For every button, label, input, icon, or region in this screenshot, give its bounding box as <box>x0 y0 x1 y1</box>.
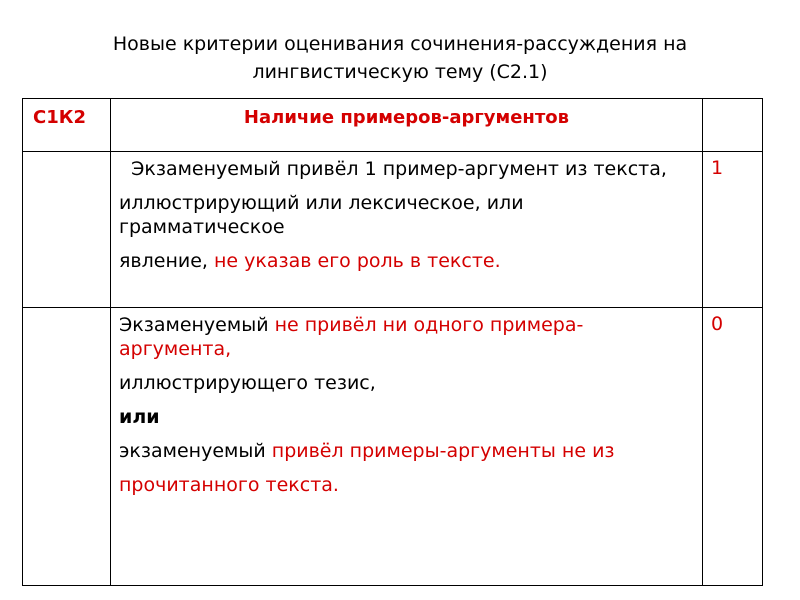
description-line: или <box>119 406 160 428</box>
description-text: Экзаменуемый <box>119 314 275 336</box>
description-highlight: не привёл ни одного примера-аргумента, <box>119 314 584 360</box>
score-value: 1 <box>703 152 763 308</box>
description-highlight: привёл примеры-аргументы не из <box>271 440 615 462</box>
description-line <box>119 313 694 361</box>
description-line: иллюстрирующий или лексическое, или грамматическое <box>119 192 524 238</box>
empty-code-cell <box>23 308 111 586</box>
slide-title <box>0 30 800 86</box>
description-line: иллюстрирующего тезис, <box>119 372 376 394</box>
description-text: экзаменуемый <box>119 440 272 462</box>
description-line <box>119 439 694 463</box>
description-line: прочитанного текста. <box>119 474 339 496</box>
table-row <box>23 152 763 308</box>
description-line <box>119 249 694 273</box>
description-text: явление, <box>119 250 214 272</box>
score-value: 0 <box>703 308 763 586</box>
description-line: Экзаменуемый привёл 1 пример-аргумент из текста, <box>119 158 667 180</box>
slide-title-line-2: лингвистическую тему (С2.1) <box>252 61 548 83</box>
criterion-description <box>111 308 703 586</box>
description-highlight: не указав его роль в тексте. <box>214 250 501 272</box>
criterion-title: Наличие примеров-аргументов <box>111 99 703 152</box>
table-header-row <box>23 99 763 152</box>
criteria-table <box>22 98 763 586</box>
score-header <box>703 99 763 152</box>
criterion-description <box>111 152 703 308</box>
table-row <box>23 308 763 586</box>
slide-title-line-1: Новые критерии оценивания сочинения-рассуждения на <box>112 33 688 55</box>
criterion-code: С1К2 <box>23 99 111 152</box>
empty-code-cell <box>23 152 111 308</box>
